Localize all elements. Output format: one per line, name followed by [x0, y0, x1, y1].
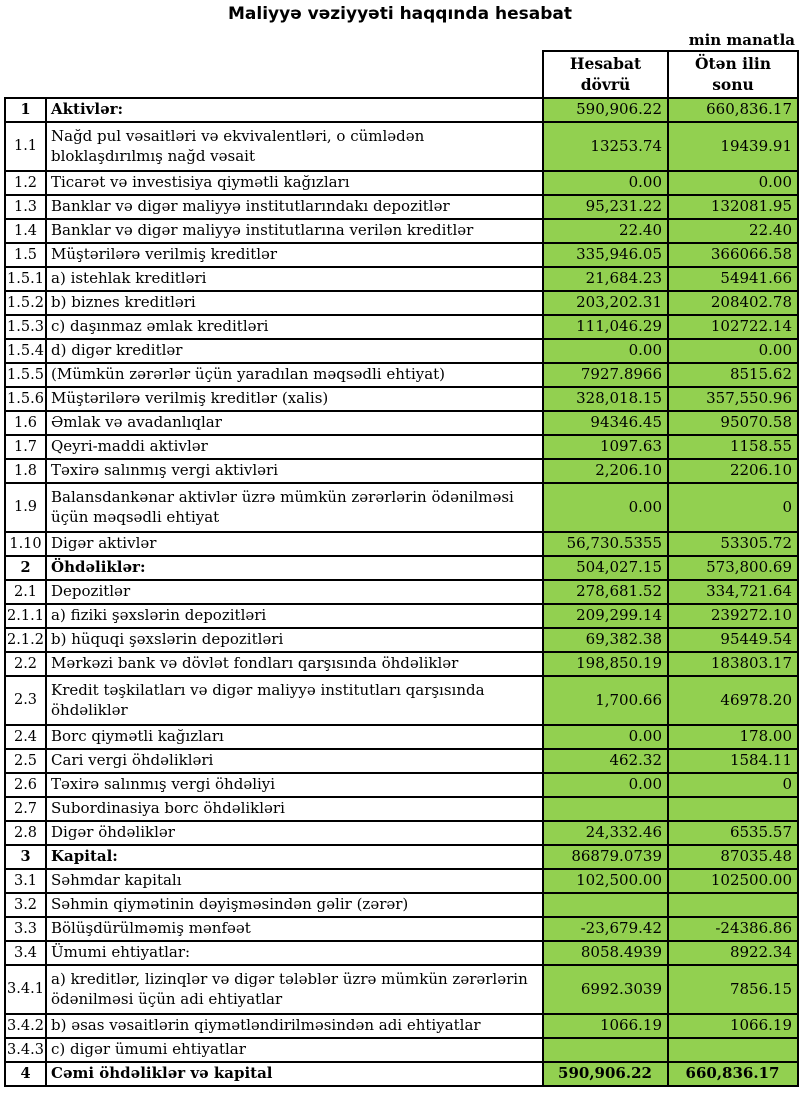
row-value-current: 7927.8966 [543, 363, 668, 387]
row-number: 2.5 [5, 749, 46, 773]
row-value-previous: 8922.34 [668, 941, 798, 965]
row-label: Səhmdar kapitalı [46, 869, 543, 893]
row-value-current [543, 1038, 668, 1062]
row-value-previous [668, 893, 798, 917]
row-label: Müştərilərə verilmiş kreditlər (xalis) [46, 387, 543, 411]
row-value-current: 198,850.19 [543, 652, 668, 676]
row-value-current: 24,332.46 [543, 821, 668, 845]
unit-note: min manatla [688, 31, 795, 49]
table-row [5, 339, 798, 363]
row-label: Mərkəzi bank və dövlət fondları qarşısında öhdəliklər [46, 652, 543, 676]
row-value-current: 1,700.66 [543, 676, 668, 725]
row-value-previous: 87035.48 [668, 845, 798, 869]
row-value-current: 0.00 [543, 483, 668, 532]
row-value-previous: 22.40 [668, 219, 798, 243]
row-value-previous: 1158.55 [668, 435, 798, 459]
table-row [5, 845, 798, 869]
row-number: 1.2 [5, 171, 46, 195]
row-label: Nağd pul vəsaitləri və ekvivalentləri, o cümlədən bloklaşdırılmış nağd vəsait [46, 122, 543, 171]
row-value-previous: 0.00 [668, 339, 798, 363]
row-value-current: 95,231.22 [543, 195, 668, 219]
row-label: b) biznes kreditləri [46, 291, 543, 315]
row-value-current: 102,500.00 [543, 869, 668, 893]
row-value-current: 56,730.5355 [543, 532, 668, 556]
row-label: Ticarət və investisiya qiymətli kağızları [46, 171, 543, 195]
row-label: Öhdəliklər: [46, 556, 543, 580]
table-row [5, 652, 798, 676]
row-number: 2.6 [5, 773, 46, 797]
row-value-current: 21,684.23 [543, 267, 668, 291]
row-number: 2.8 [5, 821, 46, 845]
row-value-current: 462.32 [543, 749, 668, 773]
table-row [5, 315, 798, 339]
row-number: 1.5.3 [5, 315, 46, 339]
row-number: 1.5.4 [5, 339, 46, 363]
row-value-previous: 53305.72 [668, 532, 798, 556]
row-number: 1.9 [5, 483, 46, 532]
row-number: 3.4.2 [5, 1014, 46, 1038]
table-row [5, 676, 798, 725]
row-label: Səhmin qiymətinin dəyişməsindən gəlir (zərər) [46, 893, 543, 917]
row-number: 1.10 [5, 532, 46, 556]
row-label: c) digər ümumi ehtiyatlar [46, 1038, 543, 1062]
row-value-current: 8058.4939 [543, 941, 668, 965]
row-value-current: 590,906.22 [543, 98, 668, 122]
row-value-previous: 7856.15 [668, 965, 798, 1014]
row-number: 1.5.2 [5, 291, 46, 315]
table-row [5, 725, 798, 749]
row-number: 2.3 [5, 676, 46, 725]
table-row [5, 869, 798, 893]
row-number: 1.5.1 [5, 267, 46, 291]
row-label: Bölüşdürülməmiş mənfəət [46, 917, 543, 941]
row-label: Kredit təşkilatları və digər maliyyə institutları qarşısında öhdəliklər [46, 676, 543, 725]
row-label: Banklar və digər maliyyə institutlarına verilən kreditlər [46, 219, 543, 243]
table-row [5, 1062, 798, 1086]
table-row [5, 435, 798, 459]
table-row [5, 941, 798, 965]
row-value-previous: 54941.66 [668, 267, 798, 291]
table-row [5, 483, 798, 532]
table-row [5, 122, 798, 171]
table-row [5, 797, 798, 821]
row-number: 1 [5, 98, 46, 122]
row-value-previous: 1584.11 [668, 749, 798, 773]
row-number: 3.3 [5, 917, 46, 941]
row-value-previous: 0.00 [668, 171, 798, 195]
row-value-previous: 208402.78 [668, 291, 798, 315]
column-header-current-period: Hesabat dövrü [543, 51, 668, 98]
row-label: Banklar və digər maliyyə institutlarındakı depozitlər [46, 195, 543, 219]
row-label: Borc qiymətli kağızları [46, 725, 543, 749]
table-row [5, 387, 798, 411]
row-value-current: 2,206.10 [543, 459, 668, 483]
table-row [5, 1038, 798, 1062]
row-value-previous: 660,836.17 [668, 98, 798, 122]
row-value-current: 278,681.52 [543, 580, 668, 604]
row-value-current: 504,027.15 [543, 556, 668, 580]
table-row [5, 604, 798, 628]
row-label: Depozitlər [46, 580, 543, 604]
row-number: 3.4 [5, 941, 46, 965]
row-number: 1.1 [5, 122, 46, 171]
row-label: Balansdankənar aktivlər üzrə mümkün zərərlərin ödənilməsi üçün məqsədli ehtiyat [46, 483, 543, 532]
row-value-current: 1066.19 [543, 1014, 668, 1038]
row-value-previous: 95449.54 [668, 628, 798, 652]
row-label: a) kreditlər, lizinqlər və digər tələblər üzrə mümkün zərərlərin ödənilməsi üçün adi ehtiyatlar [46, 965, 543, 1014]
row-number: 3.2 [5, 893, 46, 917]
row-label: Ümumi ehtiyatlar: [46, 941, 543, 965]
row-value-previous [668, 797, 798, 821]
row-value-current: 0.00 [543, 171, 668, 195]
row-value-current [543, 893, 668, 917]
row-number: 1.6 [5, 411, 46, 435]
table-row [5, 1014, 798, 1038]
row-value-current [543, 797, 668, 821]
row-number: 3 [5, 845, 46, 869]
table-row [5, 195, 798, 219]
row-number: 1.7 [5, 435, 46, 459]
row-number: 2.2 [5, 652, 46, 676]
row-number: 1.3 [5, 195, 46, 219]
table-row [5, 749, 798, 773]
row-label: Əmlak və avadanlıqlar [46, 411, 543, 435]
row-value-current: 94346.45 [543, 411, 668, 435]
row-value-previous: 0 [668, 483, 798, 532]
row-value-previous: 8515.62 [668, 363, 798, 387]
row-label: (Mümkün zərərlər üçün yaradılan məqsədli ehtiyat) [46, 363, 543, 387]
row-value-previous: 6535.57 [668, 821, 798, 845]
row-value-previous: 102722.14 [668, 315, 798, 339]
table-row [5, 628, 798, 652]
table-row [5, 171, 798, 195]
table-row [5, 556, 798, 580]
row-value-previous: 132081.95 [668, 195, 798, 219]
row-label: d) digər kreditlər [46, 339, 543, 363]
row-value-previous [668, 1038, 798, 1062]
row-number: 1.8 [5, 459, 46, 483]
row-number: 3.4.3 [5, 1038, 46, 1062]
row-value-current: 86879.0739 [543, 845, 668, 869]
table-row [5, 267, 798, 291]
table-row [5, 98, 798, 122]
row-label: Aktivlər: [46, 98, 543, 122]
row-value-previous: 239272.10 [668, 604, 798, 628]
table-row [5, 917, 798, 941]
table-row [5, 580, 798, 604]
row-value-previous: 1066.19 [668, 1014, 798, 1038]
row-value-previous: 334,721.64 [668, 580, 798, 604]
row-value-current: 335,946.05 [543, 243, 668, 267]
row-value-previous: -24386.86 [668, 917, 798, 941]
table-row [5, 965, 798, 1014]
row-label: Cari vergi öhdəlikləri [46, 749, 543, 773]
table-row [5, 243, 798, 267]
table-row [5, 363, 798, 387]
row-value-current: 1097.63 [543, 435, 668, 459]
row-value-previous: 357,550.96 [668, 387, 798, 411]
row-number: 2.1.2 [5, 628, 46, 652]
row-label: c) daşınmaz əmlak kreditləri [46, 315, 543, 339]
row-value-previous: 573,800.69 [668, 556, 798, 580]
table-row [5, 291, 798, 315]
row-value-current: 0.00 [543, 773, 668, 797]
row-label: Subordinasiya borc öhdəlikləri [46, 797, 543, 821]
row-value-previous: 95070.58 [668, 411, 798, 435]
page-title: Maliyyə vəziyyəti haqqında hesabat [228, 4, 572, 24]
row-value-current: 69,382.38 [543, 628, 668, 652]
row-value-previous: 0 [668, 773, 798, 797]
table-header [5, 51, 798, 98]
table-row [5, 893, 798, 917]
row-value-current: 22.40 [543, 219, 668, 243]
row-value-current: 0.00 [543, 725, 668, 749]
row-number: 1.4 [5, 219, 46, 243]
row-value-current: 111,046.29 [543, 315, 668, 339]
table-body [5, 98, 798, 1086]
table-row [5, 773, 798, 797]
header-spacer [5, 51, 543, 98]
row-label: a) fiziki şəxslərin depozitləri [46, 604, 543, 628]
row-number: 3.1 [5, 869, 46, 893]
row-number: 1.5.5 [5, 363, 46, 387]
row-number: 1.5 [5, 243, 46, 267]
row-value-current: 590,906.22 [543, 1062, 668, 1086]
row-value-current: 328,018.15 [543, 387, 668, 411]
row-number: 2.1 [5, 580, 46, 604]
row-number: 2.4 [5, 725, 46, 749]
row-value-previous: 46978.20 [668, 676, 798, 725]
row-number: 2.1.1 [5, 604, 46, 628]
table-row [5, 219, 798, 243]
table-row [5, 411, 798, 435]
row-label: b) əsas vəsaitlərin qiymətləndirilməsindən adi ehtiyatlar [46, 1014, 543, 1038]
row-value-previous: 660,836.17 [668, 1062, 798, 1086]
row-value-previous: 178.00 [668, 725, 798, 749]
row-number: 2 [5, 556, 46, 580]
column-header-previous-year-end: Ötən ilin sonu [668, 51, 798, 98]
row-label: b) hüquqi şəxslərin depozitləri [46, 628, 543, 652]
row-number: 2.7 [5, 797, 46, 821]
row-label: Digər aktivlər [46, 532, 543, 556]
row-label: Təxirə salınmış vergi öhdəliyi [46, 773, 543, 797]
row-label: Digər öhdəliklər [46, 821, 543, 845]
row-value-current: 209,299.14 [543, 604, 668, 628]
row-value-previous: 2206.10 [668, 459, 798, 483]
table-row [5, 821, 798, 845]
table-row [5, 532, 798, 556]
table-row [5, 459, 798, 483]
row-value-previous: 19439.91 [668, 122, 798, 171]
row-number: 1.5.6 [5, 387, 46, 411]
row-label: Kapital: [46, 845, 543, 869]
row-label: Müştərilərə verilmiş kreditlər [46, 243, 543, 267]
financial-statement-table [4, 50, 799, 1087]
row-label: a) istehlak kreditləri [46, 267, 543, 291]
row-value-previous: 366066.58 [668, 243, 798, 267]
row-number: 4 [5, 1062, 46, 1086]
row-value-current: 13253.74 [543, 122, 668, 171]
row-value-previous: 102500.00 [668, 869, 798, 893]
row-value-current: 0.00 [543, 339, 668, 363]
row-value-current: -23,679.42 [543, 917, 668, 941]
row-number: 3.4.1 [5, 965, 46, 1014]
row-label: Cəmi öhdəliklər və kapital [46, 1062, 543, 1086]
row-label: Qeyri-maddi aktivlər [46, 435, 543, 459]
row-value-previous: 183803.17 [668, 652, 798, 676]
row-value-current: 6992.3039 [543, 965, 668, 1014]
row-label: Təxirə salınmış vergi aktivləri [46, 459, 543, 483]
row-value-current: 203,202.31 [543, 291, 668, 315]
